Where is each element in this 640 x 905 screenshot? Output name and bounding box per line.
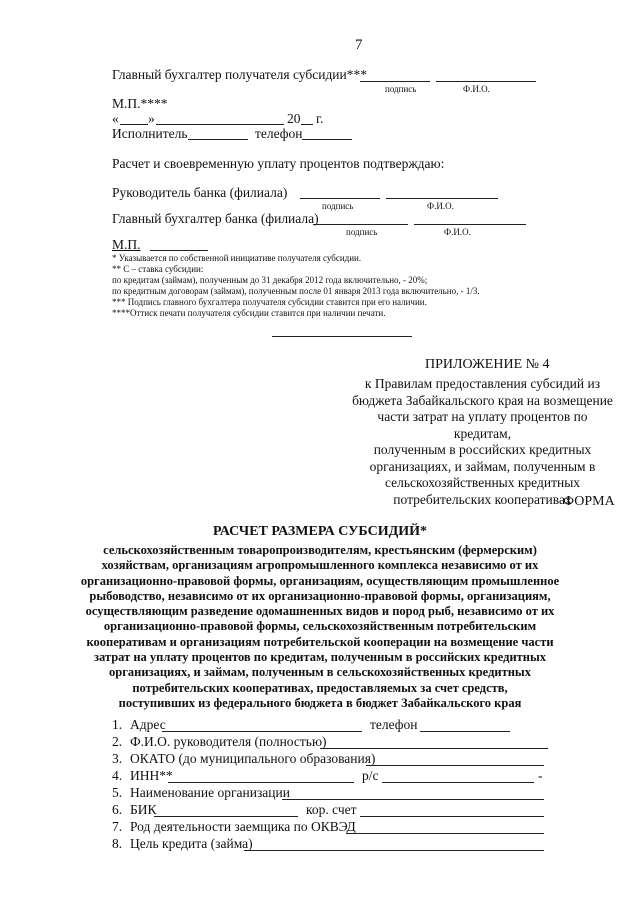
- footnote: по кредитам (займам), полученным до 31 декабря 2012 года включительно, - 20%;: [112, 275, 428, 285]
- footnote: по кредитным договорам (займам), полученным после 01 января 2013 года включительно, - 1/3.: [112, 286, 480, 296]
- footnote: ** С – ставка субсидии:: [112, 264, 204, 274]
- field-okato-label: 3. ОКАТО (до муниципального образования): [112, 751, 376, 766]
- subtitle-line: сельскохозяйственным товаропроизводителям, крестьянским (фермерским): [103, 543, 537, 557]
- separator-line: [272, 336, 412, 337]
- signature-line: [313, 224, 408, 225]
- phone-line: [302, 139, 352, 140]
- caption-fio: Ф.И.О.: [444, 227, 471, 237]
- footnotes: [112, 253, 480, 319]
- field-address-label: 1. Адрес: [112, 717, 166, 732]
- year-suffix: г.: [316, 111, 324, 126]
- date-close-quote: »: [148, 111, 155, 126]
- field-org-name-label: 5. Наименование организации: [112, 785, 290, 800]
- appendix-line: бюджета Забайкальского края на возмещение: [352, 392, 613, 408]
- phone-input-line[interactable]: [420, 731, 510, 732]
- field-head-name-label: 2. Ф.И.О. руководителя (полностью): [112, 734, 327, 749]
- confirmation-text: Расчет и своевременную уплату процентов подтверждаю:: [112, 156, 445, 171]
- subtitle-line: организациях, и займам, полученным в сельскохозяйственных кредитных: [109, 665, 531, 680]
- stamp-line: [150, 250, 208, 251]
- appendix-line: полученным в российских кредитных: [373, 442, 592, 457]
- okato-input-line[interactable]: [366, 765, 544, 766]
- signature-line: [300, 198, 380, 199]
- appendix-line: организациях, и займам, полученным в: [369, 458, 596, 474]
- field-account-label: р/с: [362, 768, 379, 783]
- loan-purpose-input-line[interactable]: [244, 850, 544, 851]
- chief-accountant-recipient-label: Главный бухгалтер получателя субсидии***: [112, 67, 368, 82]
- subtitle-line: затрат на уплату процентов по кредитам, полученным в российских кредитных: [93, 650, 547, 665]
- subtitle-line: поступивших из федерального бюджета в бюджет Забайкальского края: [118, 695, 522, 710]
- appendix-line: потребительских кооперативах: [393, 491, 572, 507]
- account-input-line[interactable]: [382, 782, 534, 783]
- footnote: ****Оттиск печати получателя субсидии ставится при наличии печати.: [112, 308, 386, 318]
- stamp-label: М.П.****: [112, 96, 168, 111]
- month-line: [156, 124, 284, 125]
- caption-podpis: подпись: [346, 227, 378, 237]
- field-okved-label: 7. Род деятельности заемщика по ОКВЭД: [112, 819, 356, 834]
- okved-input-line[interactable]: [346, 833, 544, 834]
- executor-line: [188, 139, 248, 140]
- subtitle-line: организационно-правовой формы, сельскохозяйственным потребительским: [103, 619, 537, 634]
- account-dash: -: [538, 768, 543, 783]
- field-corr-account-label: кор. счет: [306, 802, 357, 817]
- subtitle-line: осуществляющим разведение одомашненных видов и пород рыб, независимо от их: [85, 604, 555, 619]
- appendix-line: части затрат на уплату процентов по кредитам,: [377, 409, 588, 441]
- page-number: 7: [355, 37, 363, 53]
- appendix-title: ПРИЛОЖЕНИЕ № 4: [425, 357, 550, 372]
- corr-account-input-line[interactable]: [360, 816, 544, 817]
- field-phone-label: телефон: [370, 717, 418, 732]
- fio-line: [414, 224, 526, 225]
- executor-label: Исполнитель: [112, 126, 188, 141]
- date-open-quote: «: [112, 111, 119, 126]
- caption-podpis: подпись: [385, 84, 417, 94]
- subtitle-line: потребительских кооперативах, предоставляемых за счет средств,: [132, 680, 508, 695]
- bank-accountant-label: Главный бухгалтер банка (филиала): [112, 211, 319, 226]
- caption-fio: Ф.И.О.: [463, 84, 490, 94]
- footnote: * Указывается по собственной инициативе получателя субсидии.: [112, 253, 362, 263]
- bik-input-line[interactable]: [154, 816, 298, 817]
- signature-line: [360, 81, 430, 82]
- bank-head-label: Руководитель банка (филиала): [112, 185, 288, 200]
- footnote: *** Подпись главного бухгалтера получателя субсидии ставится при его наличии.: [112, 297, 427, 307]
- inn-input-line[interactable]: [168, 782, 354, 783]
- appendix-line: к Правилам предоставления субсидий из: [364, 376, 601, 391]
- field-bik-label: 6. БИК: [112, 802, 157, 817]
- subtitle-line: рыбоводство, независимо от их организационно-правовой формы, организациям,: [89, 588, 551, 603]
- calculation-title: РАСЧЕТ РАЗМЕРА СУБСИДИЙ*: [213, 524, 427, 539]
- caption-fio: Ф.И.О.: [427, 201, 454, 211]
- subtitle-line: хозяйствам, организациям агропромышленного комплекса независимо от их: [101, 558, 539, 573]
- stamp-label: М.П.: [112, 237, 141, 252]
- fio-line: [386, 198, 498, 199]
- year-line: [301, 124, 313, 125]
- year-prefix: 20: [287, 111, 301, 126]
- field-loan-purpose-label: 8. Цель кредита (займа): [112, 836, 253, 851]
- address-input-line[interactable]: [162, 731, 362, 732]
- head-name-input-line[interactable]: [320, 748, 548, 749]
- org-name-input-line[interactable]: [282, 799, 544, 800]
- appendix-line: сельскохозяйственных кредитных: [384, 475, 581, 490]
- phone-label: телефон: [255, 126, 303, 141]
- day-line: [120, 124, 148, 125]
- calculation-subtitle: [40, 543, 600, 711]
- fio-line: [436, 81, 536, 82]
- caption-podpis: подпись: [322, 201, 354, 211]
- appendix-text: [350, 376, 615, 508]
- subtitle-line: кооперативам и организациям потребительской кооперации на возмещение части: [86, 634, 554, 649]
- field-inn-label: 4. ИНН**: [112, 768, 173, 783]
- subtitle-line: организационно-правовой формы, организациям, осуществляющим промышленное: [80, 573, 560, 588]
- form-label: ФОРМА: [563, 494, 615, 509]
